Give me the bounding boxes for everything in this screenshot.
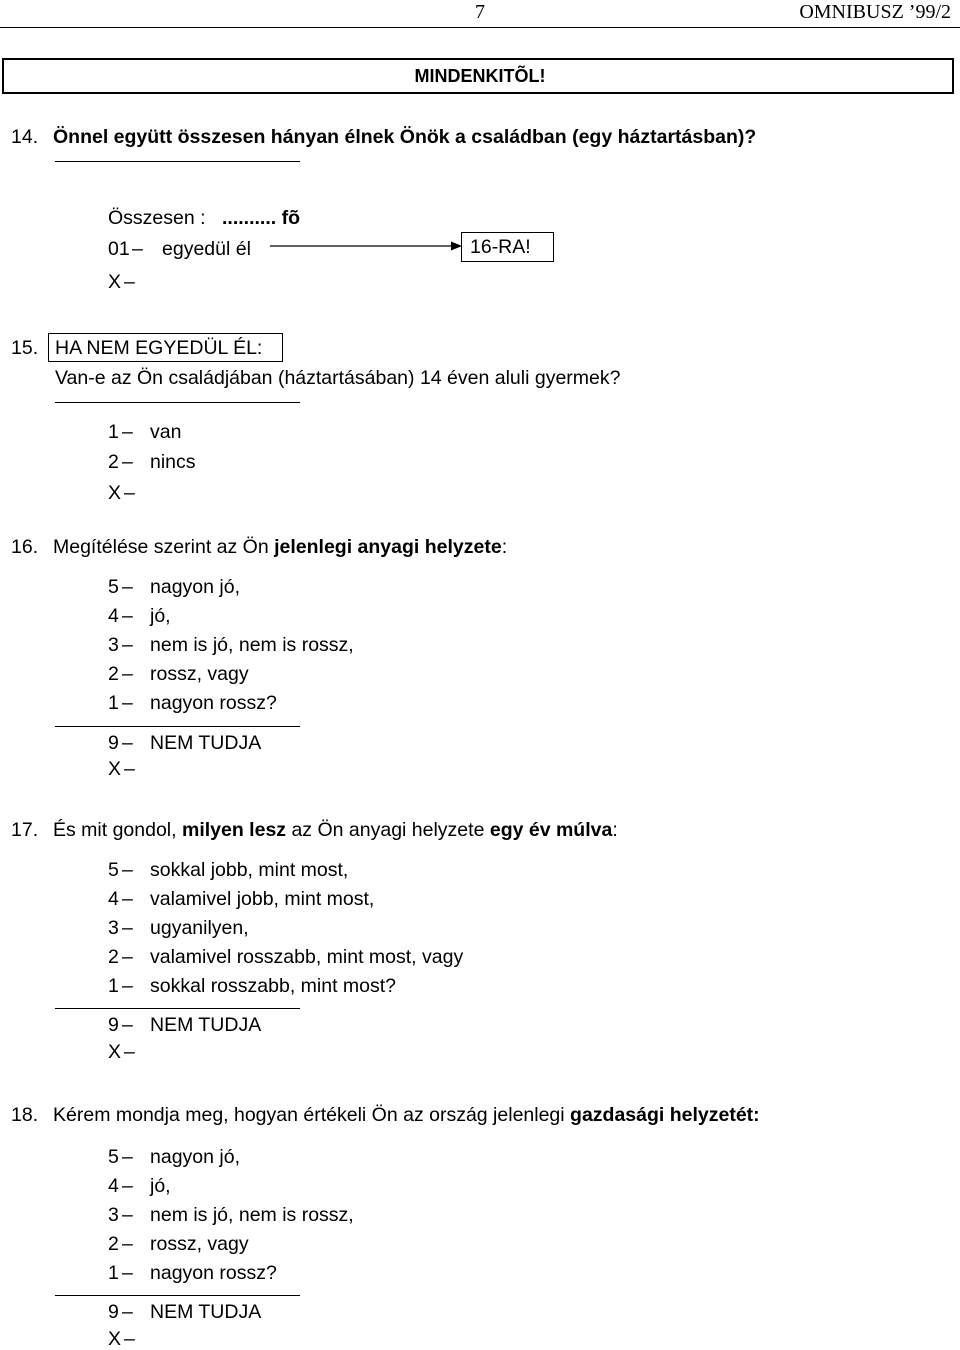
q16-option-label: nagyon rossz? — [150, 692, 277, 714]
q15-option-label: nincs — [150, 451, 196, 473]
q14-number: 14. — [11, 126, 39, 148]
q17-option-label: sokkal rosszabb, mint most? — [150, 975, 397, 997]
q18-option-code: 2 — [108, 1233, 119, 1255]
q18-option-code: 5 — [108, 1146, 119, 1168]
q16-option-label: jó, — [150, 605, 171, 627]
q15-option-dash: – — [122, 451, 133, 473]
q17-option-dash: – — [122, 917, 133, 939]
q14-underline — [55, 161, 300, 162]
q17-text: És mit gondol, milyen lesz az Ön anyagi helyzete egy év múlva: — [53, 819, 618, 841]
q15-option-dash: – — [122, 421, 133, 443]
q14-total-label: Összesen : — [108, 207, 206, 229]
q16-text: Megítélése szerint az Ön jelenlegi anyagi helyzete: — [53, 536, 508, 558]
q18-option-code: 3 — [108, 1204, 119, 1226]
q18-option-dash: – — [122, 1146, 133, 1168]
q14-alone-dash: – — [132, 238, 143, 260]
q17-option-label: sokkal jobb, mint most, — [150, 859, 349, 881]
header-rule — [0, 27, 960, 28]
q14-skip-arrow — [268, 236, 464, 256]
q15-option-dash: – — [124, 482, 135, 504]
q17-option-code: 1 — [108, 975, 119, 997]
q15-text: Van-e az Ön családjában (háztartásában) 14 éven aluli gyermek? — [55, 367, 621, 389]
q18-option-label: NEM TUDJA — [150, 1301, 262, 1323]
q16-option-dash: – — [122, 732, 133, 754]
q14-x-code: X — [108, 271, 122, 293]
q15-option-label: van — [150, 421, 182, 443]
q14-x-dash: – — [124, 271, 135, 293]
q18-option-label: nagyon jó, — [150, 1146, 240, 1168]
q16-option-code: 4 — [108, 605, 119, 627]
q16-option-dash: – — [122, 692, 133, 714]
q18-underline — [55, 1295, 300, 1296]
q17-option-dash: – — [122, 946, 133, 968]
q17-option-dash: – — [124, 1041, 135, 1063]
q16-option-dash: – — [122, 605, 133, 627]
q18-option-label: nem is jó, nem is rossz, — [150, 1204, 354, 1226]
banner-text: MINDENKITÕL! — [414, 66, 546, 86]
q14-alone-label: egyedül él — [162, 238, 251, 260]
q15-number: 15. — [11, 337, 39, 359]
q18-option-dash: – — [124, 1328, 135, 1350]
q18-option-code: 4 — [108, 1175, 119, 1197]
q17-option-label: valamivel rosszabb, mint most, vagy — [150, 946, 464, 968]
q17-option-dash: – — [122, 975, 133, 997]
q16-option-dash: – — [122, 576, 133, 598]
q14-skip-text: 16-RA! — [470, 236, 531, 258]
q17-underline — [55, 1008, 300, 1009]
q17-number: 17. — [11, 819, 39, 841]
q16-option-code: 1 — [108, 692, 119, 714]
q18-option-code: 1 — [108, 1262, 119, 1284]
q17-option-label: NEM TUDJA — [150, 1014, 262, 1036]
q18-option-dash: – — [122, 1233, 133, 1255]
q17-option-code: 3 — [108, 917, 119, 939]
page-number: 7 — [475, 1, 485, 23]
q17-option-code: X — [108, 1041, 122, 1063]
q16-option-dash: – — [122, 663, 133, 685]
q18-number: 18. — [11, 1104, 39, 1126]
q18-option-label: nagyon rossz? — [150, 1262, 277, 1284]
q16-option-code: X — [108, 758, 122, 780]
q18-option-dash: – — [122, 1175, 133, 1197]
q16-underline — [55, 726, 300, 727]
q18-option-dash: – — [122, 1262, 133, 1284]
q16-option-code: 5 — [108, 576, 119, 598]
q14-alone-code: 01 — [108, 238, 130, 260]
q16-number: 16. — [11, 536, 39, 558]
q17-option-dash: – — [122, 1014, 133, 1036]
q16-option-label: nem is jó, nem is rossz, — [150, 634, 354, 656]
q16-option-code: 3 — [108, 634, 119, 656]
q18-option-label: rossz, vagy — [150, 1233, 249, 1255]
q15-filter-text: HA NEM EGYEDÜL ÉL: — [55, 337, 263, 359]
q17-option-code: 4 — [108, 888, 119, 910]
q15-option-code: 1 — [108, 421, 119, 443]
q18-option-code: 9 — [108, 1301, 119, 1323]
q18-option-code: X — [108, 1328, 122, 1350]
q18-option-label: jó, — [150, 1175, 171, 1197]
q14-text: Önnel együtt összesen hányan élnek Önök a családban (egy háztartásban)? — [53, 126, 757, 148]
q17-option-code: 9 — [108, 1014, 119, 1036]
q16-option-label: NEM TUDJA — [150, 732, 262, 754]
q18-option-dash: – — [122, 1301, 133, 1323]
q16-option-label: rossz, vagy — [150, 663, 249, 685]
q16-option-dash: – — [124, 758, 135, 780]
q15-underline — [55, 402, 300, 403]
q18-option-dash: – — [122, 1204, 133, 1226]
q17-option-code: 2 — [108, 946, 119, 968]
q17-option-label: valamivel jobb, mint most, — [150, 888, 375, 910]
q16-option-label: nagyon jó, — [150, 576, 240, 598]
q15-option-code: 2 — [108, 451, 119, 473]
q18-text: Kérem mondja meg, hogyan értékeli Ön az ország jelenlegi gazdasági helyzetét: — [53, 1104, 760, 1126]
q16-option-dash: – — [122, 634, 133, 656]
q16-option-code: 2 — [108, 663, 119, 685]
q14-total-dots: .......... fõ — [222, 207, 300, 229]
q17-option-dash: – — [122, 888, 133, 910]
q17-option-dash: – — [122, 859, 133, 881]
q17-option-label: ugyanilyen, — [150, 917, 249, 939]
q15-option-code: X — [108, 482, 122, 504]
q16-option-code: 9 — [108, 732, 119, 754]
q17-option-code: 5 — [108, 859, 119, 881]
publication-title: OMNIBUSZ ’99/2 — [799, 1, 951, 23]
